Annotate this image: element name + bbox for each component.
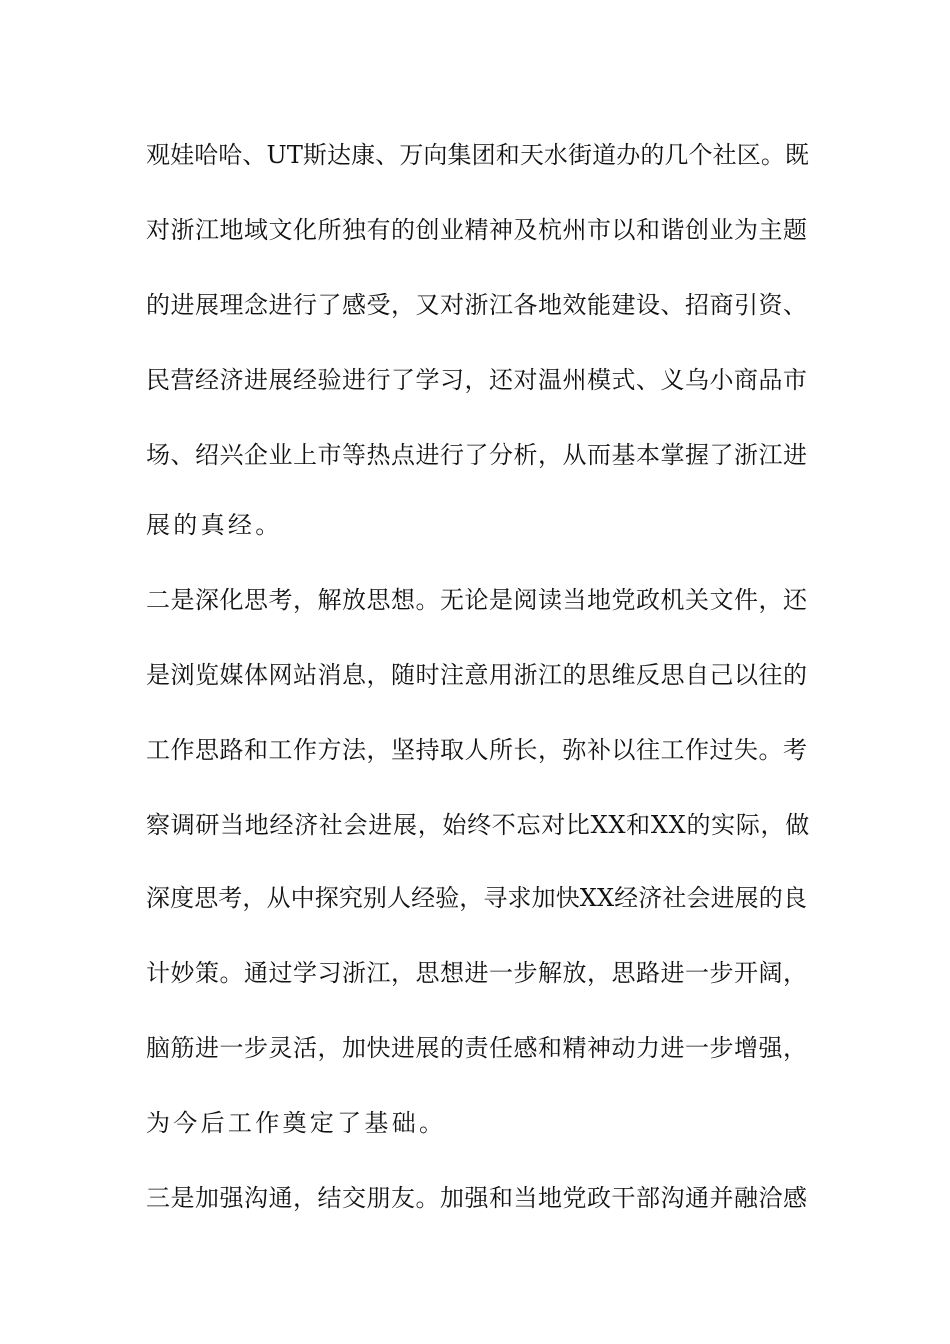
text-line-12: 计妙策。通过学习浙江，思想进一步解放，思路进一步开阔， (146, 959, 808, 987)
text-line-6: 展的真经。 (146, 511, 283, 539)
text-line-4: 民营经济进展经验进行了学习，还对温州模式、义乌小商品市 (146, 366, 808, 394)
text-line-3: 的进展理念进行了感受，又对浙江各地效能建设、招商引资、 (146, 291, 808, 319)
text-line-13: 脑筋进一步灵活，加快进展的责任感和精神动力进一步增强， (146, 1034, 808, 1062)
text-line-7: 二是深化思考，解放思想。无论是阅读当地党政机关文件，还 (146, 586, 808, 614)
text-line-5: 场、绍兴企业上市等热点进行了分析，从而基本掌握了浙江进 (146, 441, 808, 469)
text-line-2: 对浙江地域文化所独有的创业精神及杭州市以和谐创业为主题 (146, 216, 808, 244)
text-line-1: 观娃哈哈、UT斯达康、万向集团和天水街道办的几个社区。既 (146, 141, 810, 169)
text-line-9: 工作思路和工作方法，坚持取人所长，弥补以往工作过失。考 (146, 736, 808, 764)
text-line-11: 深度思考，从中探究别人经验，寻求加快XX经济社会进展的良 (146, 884, 807, 912)
text-line-15: 三是加强沟通，结交朋友。加强和当地党政干部沟通并融洽感 (146, 1184, 808, 1212)
text-line-8: 是浏览媒体网站消息，随时注意用浙江的思维反思自己以往的 (146, 661, 808, 689)
text-line-14: 为今后工作奠定了基础。 (146, 1109, 447, 1137)
text-line-10: 察调研当地经济社会进展，始终不忘对比XX和XX的实际，做 (146, 811, 810, 839)
